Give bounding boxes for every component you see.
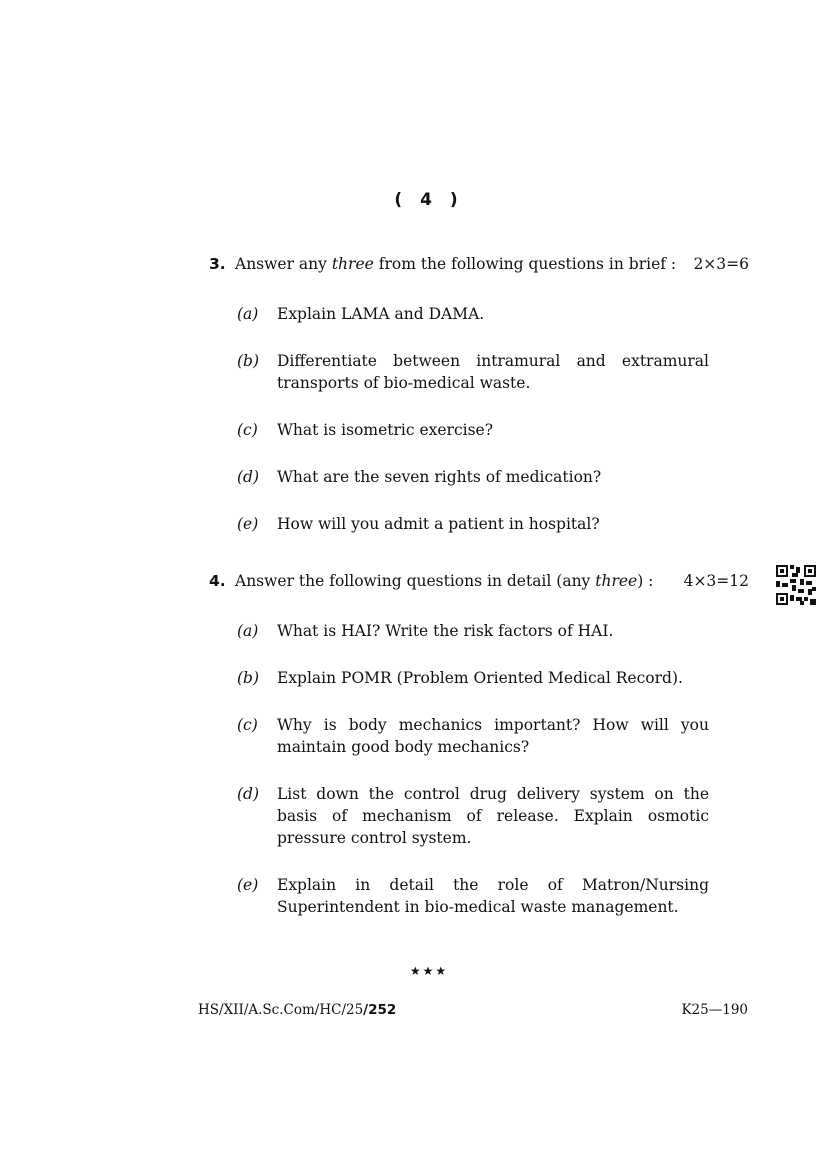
sub-question <box>237 714 709 758</box>
sub-question-label: (b) <box>237 352 260 370</box>
sub-question <box>237 620 709 642</box>
question-4 <box>209 570 749 918</box>
sub-question-text: Differentiate between intramural and extramural transports of bio-medical waste. <box>277 352 709 392</box>
sub-question-label: (e) <box>237 515 259 533</box>
sub-question-text: Explain LAMA and DAMA. <box>277 305 485 323</box>
question-number: 3. <box>209 255 226 273</box>
question-number: 4. <box>209 572 226 590</box>
sub-question-text: List down the control drug delivery system on the basis of mechanism of release. Explain osmotic pressure control system. <box>277 785 709 847</box>
sub-question-text: Explain in detail the role of Matron/Nursing Superintendent in bio-medical waste management. <box>277 876 709 916</box>
sub-question-text: How will you admit a patient in hospital? <box>277 515 600 533</box>
sub-question <box>237 303 709 325</box>
sub-question-text: What is isometric exercise? <box>277 421 494 439</box>
question-3 <box>209 253 749 535</box>
qr-code-icon <box>776 565 816 605</box>
sub-question <box>237 466 709 488</box>
sub-question-label: (a) <box>237 622 259 640</box>
sub-question-label: (e) <box>237 876 259 894</box>
page-number: ( 4 ) <box>394 190 464 210</box>
sub-question <box>237 783 709 849</box>
sub-question-text: What is HAI? Write the risk factors of HAI. <box>277 622 614 640</box>
sub-question-label: (c) <box>237 421 258 439</box>
sub-question-label: (d) <box>237 785 260 803</box>
print-code: K25—190 <box>681 1002 748 1018</box>
question-text: Answer any three from the following questions in brief : <box>235 255 677 273</box>
sub-question-text: What are the seven rights of medication? <box>277 468 602 486</box>
sub-question <box>237 667 709 689</box>
sub-question-label: (c) <box>237 716 258 734</box>
sub-question <box>237 513 709 535</box>
question-3-header <box>209 253 749 275</box>
sub-question-text: Why is body mechanics important? How will you maintain good body mechanics? <box>277 716 709 756</box>
question-marks: 4×3=12 <box>683 572 749 590</box>
paper-code: HS/XII/A.Sc.Com/HC/25/252 <box>198 1002 397 1018</box>
end-stars: ★★★ <box>409 964 449 978</box>
sub-question-text: Explain POMR (Problem Oriented Medical Record). <box>277 669 683 687</box>
sub-question-label: (d) <box>237 468 260 486</box>
sub-question <box>237 350 709 394</box>
question-text: Answer the following questions in detail (any three) : <box>235 572 654 590</box>
question-4-header <box>209 570 749 592</box>
sub-question <box>237 874 709 918</box>
sub-question <box>237 419 709 441</box>
question-marks: 2×3=6 <box>693 255 749 273</box>
sub-question-label: (b) <box>237 669 260 687</box>
sub-question-label: (a) <box>237 305 259 323</box>
